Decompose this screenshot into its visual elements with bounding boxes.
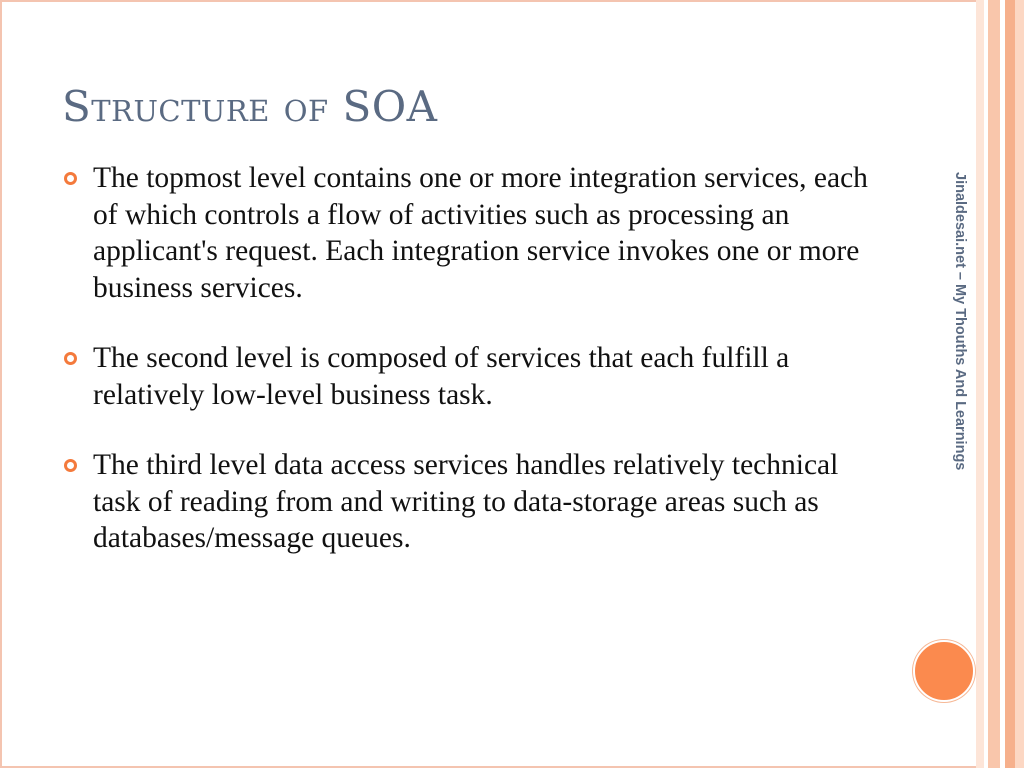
- stripe: [1015, 0, 1024, 768]
- bullet-list: [62, 160, 892, 591]
- bullet-text: The second level is composed of services that each fulfill a relatively low-level business task.: [93, 342, 790, 411]
- bullet-item: [62, 447, 892, 557]
- stripe: [1005, 0, 1015, 768]
- bullet-text: The third level data access services handles relatively technical task of reading from and writing to data-storage areas such as databases/message queues.: [93, 449, 839, 554]
- bullet-circle-icon: [64, 172, 77, 185]
- slide-title: Structure of SOA: [62, 82, 438, 131]
- side-caption: Jinaldesai.net – My Thouths And Learnings: [952, 172, 968, 471]
- decorative-stripes: [976, 0, 1024, 768]
- decorative-orange-circle: [913, 640, 975, 702]
- stripe: [976, 0, 984, 768]
- bullet-circle-icon: [64, 459, 77, 472]
- bullet-text: The topmost level contains one or more integration services, each of which controls a flow of activities such as processing an applicant's request. Each integration service invokes one or more business services.: [93, 162, 868, 304]
- bullet-item: [62, 340, 892, 413]
- bullet-circle-icon: [64, 352, 77, 365]
- bullet-item: [62, 160, 892, 306]
- stripe: [988, 0, 1000, 768]
